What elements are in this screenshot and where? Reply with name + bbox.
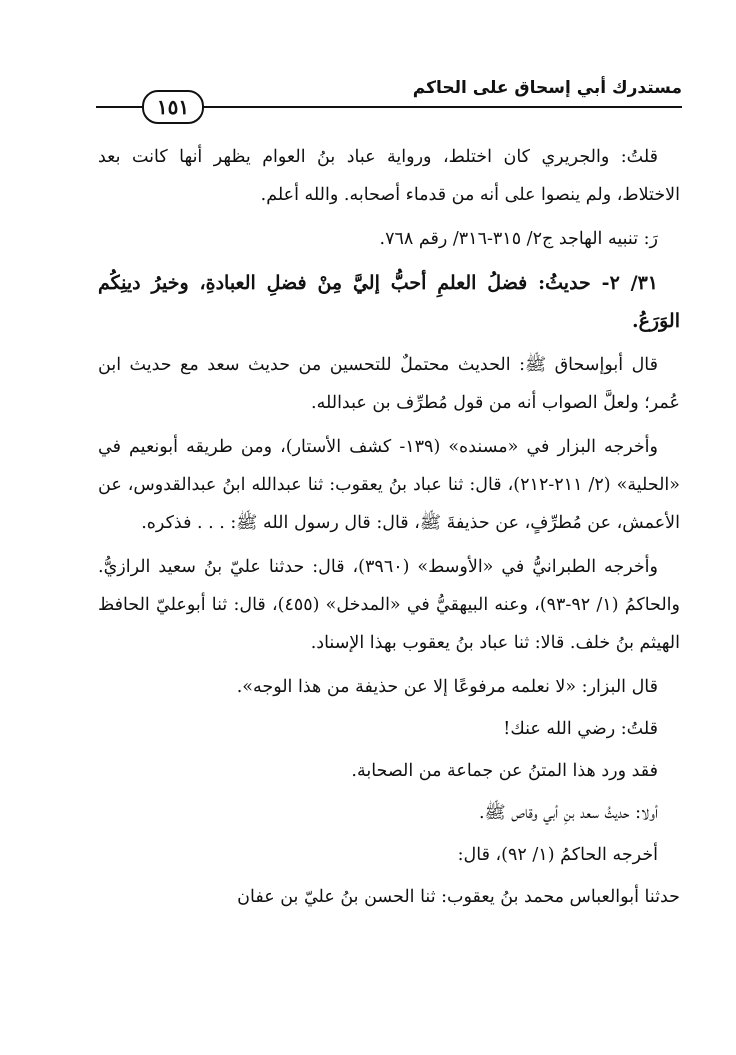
- page-number: ١٥١: [142, 90, 204, 124]
- paragraph-reference: رَ: تنبيه الهاجد ج٢/ ٣١٥-٣١٦/ رقم ٧٦٨.: [379, 229, 658, 249]
- page-body: [98, 138, 680, 916]
- paragraph-isnad: حدثنا أبوالعباس محمد بنُ يعقوب: ثنا الحسن بنُ عليّ بن عفان: [237, 887, 680, 907]
- running-title: مستدرك أبي إسحاق على الحاكم: [412, 78, 682, 98]
- paragraph-companions: فقد ورد هذا المتنُ عن جماعة من الصحابة.: [351, 761, 658, 781]
- paragraph-note-jariri: قلتُ: والجريري كان اختلط، ورواية عباد بنُ العوام يظهر أنها كانت بعد الاختلاط، ولم ينصوا على أنه من قدماء أصحابه. والله أعلم.: [98, 147, 680, 205]
- paragraph-hakim: أخرجه الحاكمُ (١/ ٩٢)، قال:: [457, 845, 658, 865]
- paragraph-qultu: قلتُ: رضي الله عنك!: [503, 719, 658, 739]
- paragraph-tabarani: وأخرجه الطبرانيُّ في «الأوسط» (٣٩٦٠)، قال: حدثنا عليّ بنُ سعيد الرازيُّ. والحاكمُ (١/ ٩٢-٩٣)، وعنه البيهقيُّ في «المدخل» (٤٥٥)، قال: ثنا أبوعليّ الحافظ الهيثم بنُ خلف. قالا: ثنا عباد بنُ يعقوب بهذا الإسناد.: [98, 557, 680, 653]
- paragraph-bazzar-quote: قال البزار: «لا نعلمه مرفوعًا إلا عن حذيفة من هذا الوجه».: [236, 677, 658, 697]
- paragraph-hadith-title: ٣١/ ٢- حديثُ: فضلُ العلمِ أحبُّ إليَّ مِنْ فضلِ العبادةِ، وخيرُ دينِكُم الوَرَعُ.: [98, 272, 680, 332]
- page-header: [96, 68, 682, 119]
- paragraph-bazzar: وأخرجه البزار في «مسنده» (١٣٩- كشف الأستار)، ومن طريقه أبونعيم في «الحلية» (٢/ ٢١١-٢١٢)، قال: ثنا عباد بنُ يعقوب: ثنا عبدالله ابنُ عبدالقدوس، عن الأعمش، عن مُطرِّفٍ، عن حذيفةَ ﷺ، قال: قال رسول الله ﷺ: . . . فذكره.: [98, 437, 680, 533]
- paragraph-first-saad: أولا: حديثُ سعد بنِ أبي وقاص ﷺ.: [478, 803, 658, 823]
- paragraph-abu-ishaq: قال أبوإسحاق ﷺ: الحديث محتملٌ للتحسين من حديث سعد مع حديث ابن عُمر؛ ولعلَّ الصواب أنه من قول مُطرِّف بن عبدالله.: [98, 355, 680, 413]
